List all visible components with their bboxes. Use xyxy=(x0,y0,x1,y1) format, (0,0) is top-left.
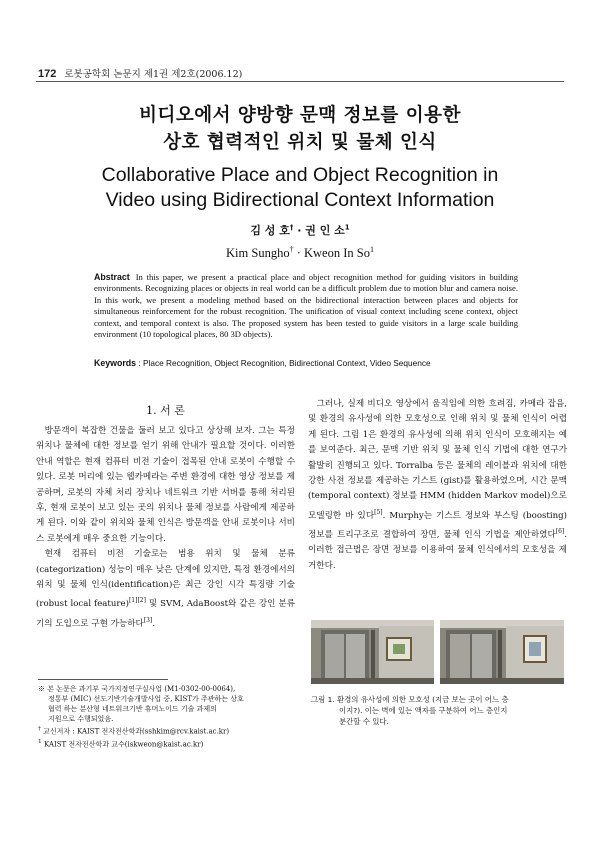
right-p1-text-c: . 이러한 접근법은 장면 정보를 이용하여 물체 인식에서의 모호성을 제거한다. xyxy=(308,529,567,571)
intro-paragraph-2 xyxy=(36,547,295,632)
english-authors xyxy=(0,245,600,261)
figure1-photo-left xyxy=(311,620,434,684)
corridor-elevator-image-right xyxy=(440,620,564,684)
citation-5: [5] xyxy=(374,508,383,516)
citation-6: [6] xyxy=(555,528,565,536)
intro-p2-text-a: 현재 컴퓨터 비전 기술로는 범용 위치 및 물체 분류 (categorization) 성능이 매우 낮은 단계에 있지만, 특정 환경에서의 위치 및 물체 인식(identification)은 최근 강인 시각 특징량 기술(robust local feature) xyxy=(36,549,295,610)
right-column-body xyxy=(308,397,567,574)
footnotes xyxy=(38,684,294,749)
figure1-caption xyxy=(311,694,566,727)
english-author2: Kweon In So xyxy=(304,246,370,261)
right-p1-text-a: 그러나, 실제 비디오 영상에서 움직임에 의한 흐려짐, 카메라 잡음, 및 환경의 유사성에 의한 모호성으로 인해 위치 및 물체 인식이 어렵게 된다. 그림 1은 환경의 유사성에 의해 위치 인식이 모호해지는 예를 보여준다. 최근, 문맥 기반 위치 및 물체 인식 기법에 대한 연구가 활발히 진행되고 있다. Torralba 등은 물체의 레이블과 위치에 대한 강한 사전 정보를 제공하는 기스트 (gist)를 활용하였으며, 시간 문맥(temporal context) 정보를 HMM (hidden Markov model)으로 모델링한 바 있다 xyxy=(308,399,567,521)
figure1-caption-line3: 분간할 수 있다. xyxy=(339,717,389,726)
english-title-line2: Video using Bidirectional Context Information xyxy=(105,189,495,211)
keywords-text: : Place Recognition, Object Recognition, Bidirectional Context, Video Sequence xyxy=(136,358,431,368)
footnote-funding-text1: 본 논문은 과기부 국가지정연구실사업 (M1-0302-00-0064), xyxy=(47,685,236,693)
footnote-corresponding-mark: † xyxy=(38,726,41,733)
abstract-text: In this paper, we present a practical place and object recognition method for guiding visitors in building environments. Recognizing places or objects in real world can be a difficult problem due to motion blur and camera noise. In this work, we present a modeling method based on the bidirectional interaction between places and objects for simultaneous reinforcement for the robust recognition. The unification of visual context including scene context, object context, and temporal context is also. The proposed system has been tested to guide visitors in a large scale building environment (10 topological places, 80 3D objects). xyxy=(94,272,518,340)
figure1-caption-line2: 이지?). 이는 벽에 있는 액자를 구분하여 어느 층인지 xyxy=(339,706,508,715)
left-column-body xyxy=(36,424,295,632)
korean-author1-mark: † xyxy=(289,223,294,232)
footnote-funding-line1 xyxy=(38,684,294,694)
footnote-funding-mark: ※ xyxy=(38,685,45,693)
right-paragraph-1 xyxy=(308,397,567,574)
journal-name: 로봇공학회 논문지 제1권 제2호(2006.12) xyxy=(64,69,243,80)
korean-title-line2: 상호 협력적인 위치 및 물체 인식 xyxy=(163,132,437,153)
footnote-professor xyxy=(38,737,294,749)
english-author1-mark: † xyxy=(289,245,294,254)
figure1-caption-line1: 그림 1. 환경의 유사성에 의한 모호성 (지금 보는 곳이 어느 층 xyxy=(311,695,509,704)
footnote-corresponding-text: 교신저자 : KAIST 전자전산학과(sshkim@rcv.kaist.ac.kr) xyxy=(43,727,230,736)
footnote-corresponding-author xyxy=(38,724,294,736)
corridor-elevator-image-left xyxy=(311,620,434,684)
english-author2-mark: 1 xyxy=(369,245,374,254)
english-title-line1: Collaborative Place and Object Recognition in xyxy=(101,164,499,186)
korean-author2-mark: 1 xyxy=(344,223,350,232)
abstract xyxy=(94,272,518,340)
korean-author1: 김 성 호 xyxy=(250,224,290,237)
english-author1: Kim Sungho xyxy=(226,246,290,261)
running-header xyxy=(38,66,242,80)
figure1-photo-right xyxy=(440,620,564,684)
right-p1-text-b: . Murphy는 기스트 정보와 부스팅 (boosting) 정보를 트리구조로 결합하여 장면, 물체 인식 기법을 제안하였다 xyxy=(308,510,567,540)
footnote-funding-line4: 지원으로 수행되었음. xyxy=(48,715,114,724)
korean-title-line1: 비디오에서 양방향 문맥 정보를 이용한 xyxy=(139,105,461,126)
keywords-label: Keywords xyxy=(94,358,137,368)
intro-p2-text-b: 및 SVM, AdaBoost와 같은 강인 분류기의 도입으로 구현 가능하다 xyxy=(36,599,295,629)
header-rule xyxy=(36,81,564,82)
korean-authors xyxy=(0,222,600,238)
english-author-separator: · xyxy=(293,246,304,261)
footnote-professor-text: KAIST 전자전산학과 교수(iskweon@kaist.ac.kr) xyxy=(43,740,204,749)
page-number: 172 xyxy=(38,68,57,80)
footnote-rule xyxy=(38,679,168,680)
section-heading-introduction: 1. 서 론 xyxy=(146,404,185,417)
korean-author-separator: · xyxy=(293,224,306,237)
footnote-funding-line3: 협력 하는 분산형 네트워크기반 휴머노이드 기술 과제의 xyxy=(48,705,217,714)
korean-author2: 권 인 소 xyxy=(305,224,345,237)
footnote-professor-mark: 1 xyxy=(38,738,42,745)
intro-paragraph-1: 방문객이 복잡한 건물을 둘러 보고 있다고 상상해 보자. 그는 특정 위치나 물체에 대한 정보를 얻기 위해 안내가 필요할 것이다. 이러한 안내 역할은 현재 컴퓨터 비전 기술이 접목된 안내 로봇이 수행할 수 있다. 로봇 머리에 있는 웹카메라는 주변 환경에 대한 영상 정보를 제공하며, 로봇의 자체 처리 장치나 네트워크 기반 서버를 통해 처리된 후, 현재 로봇이 보고 있는 곳의 위치나 물체 정보를 사람에게 제공하게 된다. 이와 같이 위치와 물체 인식은 방문객을 안내 로봇이나 서비스 로봇에게 매우 중요한 기능이다. xyxy=(36,426,295,544)
footnote-funding-line2: 정통부 (MIC) 선도기반기술개발사업 중, KIST가 주관하는 상호 xyxy=(48,695,244,704)
citation-1-2: [1][2] xyxy=(128,597,146,605)
intro-p2-text-c: . xyxy=(152,618,156,629)
abstract-label: Abstract xyxy=(94,272,130,282)
keywords xyxy=(94,358,524,368)
citation-3: [3] xyxy=(143,616,153,624)
